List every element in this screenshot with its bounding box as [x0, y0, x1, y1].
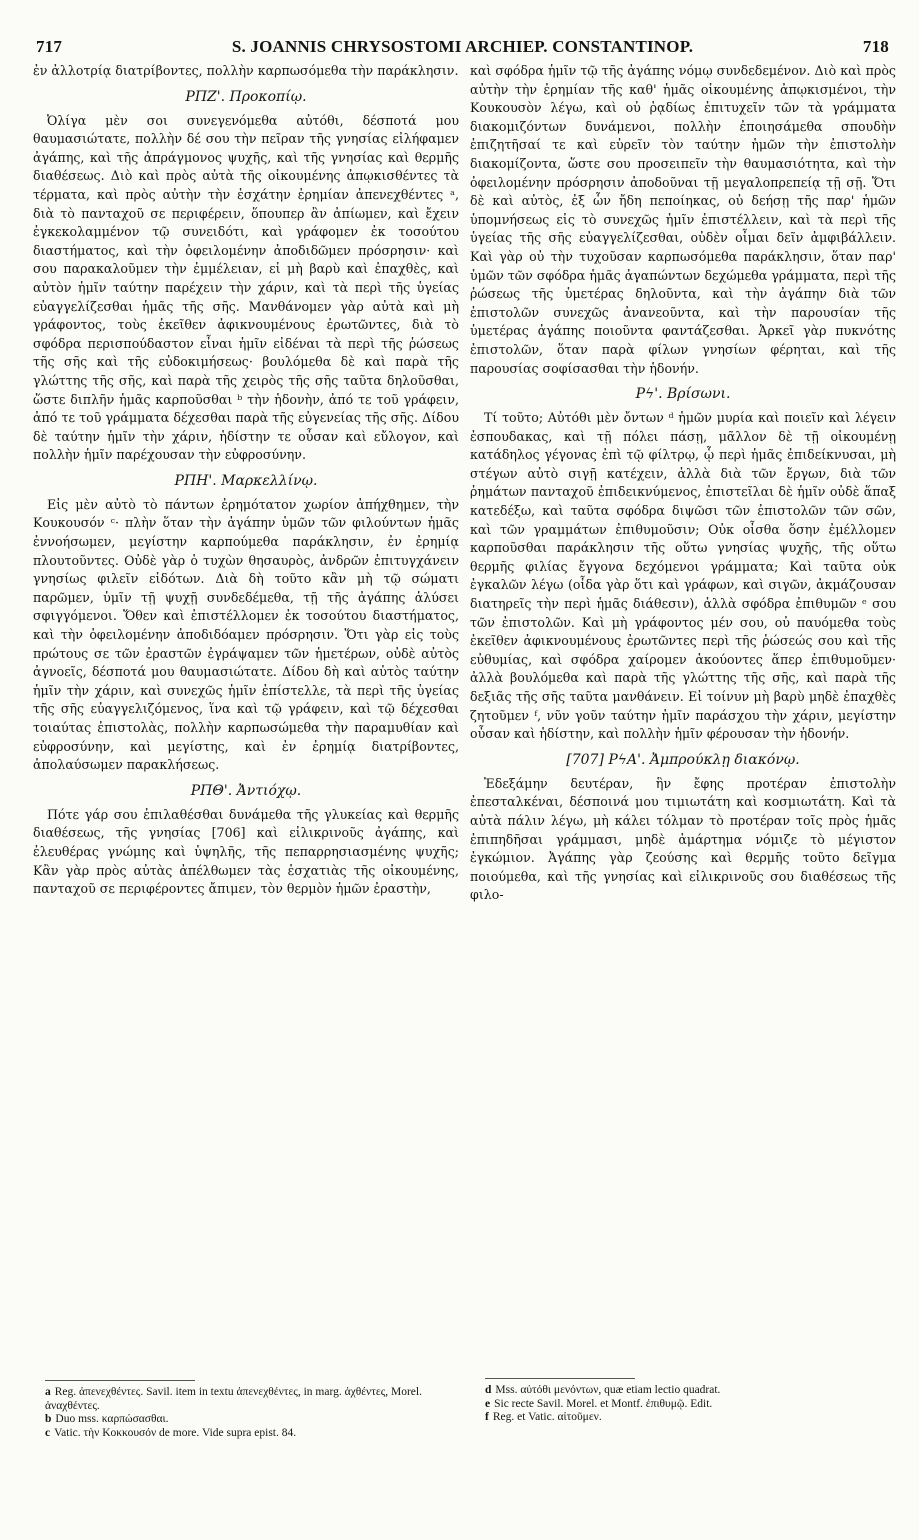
footnote-text: Sic recte Savil. Morel. et Montf. ἐπιθυμῷ. Edit.	[494, 1397, 713, 1410]
text-block: Τί τοῦτο; Αὐτόθι μὲν ὄντων ᵈ ἡμῶν μυρία καὶ ποιεῖν καὶ λέγειν ἐσπουδακας, καὶ τῇ πόλει πάσῃ, μᾶλλον δὲ τῇ οἰκουμένῃ κατάδηλος γέγονας ἐπὶ τῷ φίλτρῳ, ᾧ περὶ ἡμᾶς ἐπιδείκνυσαι, μὴ στέγων αὐτὸ σιγῇ κατέχειν, ἀλλὰ διὰ τῶν ἔργων, διὰ τῶν ῥημάτων πανταχοῦ ἐπιδεικνύμενος, ἐπιστεῖλαι δὲ ἡμῖν οὐδὲ ἅπαξ κατεδέξω, καὶ ταῦτα σφόδρα διψῶσι τῶν ἐπιστολῶν τῶν σῶν, καὶ τῶν γραμμάτων ἐπιθυμοῦσιν; Οὐκ οἶσθα ὅσην ἐμέλλομεν καρποῦσθαι παράκλησιν τῆς οὕτω γνησίας ψυχῆς, τῆς οὕτω θερμῆς φιλίας ἔγγονα δεχόμενοι γράμματα; Καὶ ταῦτα οὐκ ἐγκαλῶν λέγω (οἶδα γὰρ ὅτι καὶ γράφων, καὶ σιγῶν, ἀκμάζουσαν διατηρεῖς τὴν περὶ ἡμᾶς διάθεσιν), ἀλλὰ σφόδρα ἐπιθυμῶν ᵉ σου τῶν ἐπιστολῶν. Καὶ μὴ γράφοντος μέν σου, οὐ παυόμεθα τοὺς ἐκεῖθεν ἀφικνουμένους ἐρωτῶντες περὶ τῆς ῥώσεώς σου καὶ τῆς εὐθυμίας, καὶ σφόδρα χαίρομεν ἀκούοντες ἅπερ ἐπιθυμοῦμεν· ἀλλὰ βουλόμεθα καὶ παρὰ τῆς γλώττης τῆς σῆς, καὶ παρὰ τῆς δεξιᾶς τῆς σῆς ταῦτα μανθάνειν. Εἰ τοίνυν μὴ βαρὺ μηδὲ ἐπαχθὲς ζητοῦμεν ᶠ, νῦν γοῦν ταύτην ἡμῖν παράσχου τὴν χάριν, μεγίστην οὖσαν καὶ ἡδίστην, καὶ πολλὴν ἡμῖν φέρουσαν τὴν ἡδονήν.	[470, 410, 896, 742]
text-block: καὶ σφόδρα ἡμῖν τῷ τῆς ἀγάπης νόμῳ συνδεδεμένον. Διὸ καὶ πρὸς αὐτὴν τὴν ἐρημίαν τῆς καθ' ἡμᾶς οἰκουμένης ἀπῳκισμένοι, τὴν Κουκουσὸν λέγω, καὶ οὐ ῥᾳδίως ἐπιτυχεῖν τῶν τὰ γράμματα διακομιζόντων δυνάμενοι, πολλὴν ἐποιησάμεθα σπουδὴν ἐπιζητῆσαί τε καὶ εὑρεῖν τὸν ταύτην ἡμῶν τὴν ἐπιστολὴν διακομίζοντα, ὥστε σου προσειπεῖν τὴν θαυμασιότητα, καὶ τὴν ὀφειλομένην πρόσρησιν ἀποδοῦναι τῇ μεγαλοπρεπείᾳ τῇ σῇ. Ὅτι δὲ καὶ αὐτὸς, ἐξ ὧν ἤδη πεποίηκας, οὐ δεήσῃ τῆς παρ' ἡμῶν ὑπομνήσεως εἰς τὸ συνεχῶς ἡμῖν ἐπιστέλλειν, καὶ τὰ περὶ τῆς ὑγείας τῆς σῆς εὐαγγελίζεσθαι, οὐδὲν οἶμαι δεῖν ἀμφιβάλλειν. Καὶ γὰρ οὐ τὴν τυχοῦσαν καρπωσόμεθα παράκλησιν, ὅταν παρ' ὑμῶν τῶν σφόδρα ἡμᾶς ἀγαπώντων δεχώμεθα γράμματα, περὶ τῆς ῥώσεως τῆς ὑμετέρας δηλοῦντα, καὶ τὴν ἀγάπην διὰ τῶν ἐπιστολῶν συνεχῶς ἀνανεοῦντα, καὶ τὴν παρουσίαν τῆς ὑμετέρας ἀγάπης ποιοῦντα φαντάζεσθαι. Ἀρκεῖ γὰρ πυκνότης ἐπιστολῶν, ὅταν παρὰ φίλων γνησίων φέρηται, καὶ τῆς παρουσίας σοφίσασθαι τὴν ἡδονήν.	[470, 63, 896, 376]
footnote	[485, 1384, 885, 1398]
footnote	[485, 1411, 885, 1425]
page-number-right: 718	[862, 37, 889, 56]
letter-heading: [707] ΡϟΑ'. Ἀμπρούκλῃ διακόνῳ.	[566, 751, 800, 768]
footnote-mark: a	[45, 1386, 51, 1398]
footnote	[45, 1427, 455, 1441]
footnote-mark: b	[45, 1413, 52, 1425]
text-block: Εἰς μὲν αὐτὸ τὸ πάντων ἐρημότατον χωρίον ἀπήχθημεν, τὴν Κουκουσόν ᶜ· πλὴν ὅταν τὴν ἀγάπην ὑμῶν τῶν φιλούντων ἡμᾶς ἐννοήσωμεν, μεγίστην καρπούμεθα παράκλησιν, ἐν ἐρημίᾳ πλουτοῦντες. Οὐδὲ γὰρ ὁ τυχὼν θησαυρὸς, ἀνδρῶν ἐπιτυγχάνειν γνησίως φιλεῖν εἰδότων. Διὰ δὴ τοῦτο κἂν μὴ τῷ σώματι παρῶμεν, ὑμῖν τῇ ψυχῇ συνδεδέμεθα, τῇ τῆς ἀγάπης ἁλύσει σφιγγόμενοι. Ὅθεν καὶ ἐπιστέλλομεν ἐκ τοσούτου διαστήματος, καὶ τὴν ὀφειλομένην ἀποδιδόαμεν πρόσρησιν. Ὅτι γὰρ εἰς τοὺς πρώτους σε τῶν ἐραστῶν ἐγράψαμεν τῶν ἡμετέρων, οὐδὲ αὐτὸς ἀγνοεῖς, δέσποτά μου θαυμασιώτατε. Δίδου δὴ καὶ αὐτὸς ταύτην ἡμῖν τὴν χάριν, καὶ συνεχῶς ἡμῖν ἐπίστελλε, τὰ περὶ τῆς ὑγείας τῆς σῆς εὐαγγελιζόμενος, ἵνα καὶ τῷ γράφειν, καὶ τῷ δέχεσθαι τοιαύτας ἐπιστολὰς, πολλὴν καρπωσώμεθα τὴν παραμυθίαν καὶ εὐφροσύνην, καὶ μεγίστης, καὶ ἐν ἐρημίᾳ διατρίβοντες, ἀπολαύσωμεν παρακλήσεως.	[33, 496, 459, 773]
letter-heading: ΡΠΖ'. Προκοπίῳ.	[185, 88, 307, 105]
footnote-mark: d	[485, 1384, 492, 1396]
text-block: Ὀλίγα μὲν σοι συνεγενόμεθα αὐτόθι, δέσποτά μου θαυμασιώτατε, πολλὴν δέ σου τὴν πεῖραν τῆς γνησίας εἰλήφαμεν ἀγάπης, καὶ τῆς ἀπράγμονος ψυχῆς, καὶ τῆς γνησίας καὶ θερμῆς διαθέσεως. Διὸ καὶ πρὸς αὐτὰ τῆς οἰκουμένης ἀπῳκισθέντες τὰ τέρματα, καὶ πρὸς αὐτὴν τὴν ἐσχάτην ἐρημίαν ἀπενεχθέντες ᵃ, διὰ τὸ πανταχοῦ σε περιφέρειν, ὅπουπερ ἂν ἀπίωμεν, καὶ ἔχειν ἐγκεκολαμμένον τῷ συνειδότι, καὶ γράφομεν ἐκ τοσούτου διαστήματος, καὶ τὴν ὀφειλομένην ἀποδιδῶμεν πρόσρησιν· καὶ σου παρακαλοῦμεν τὴν ἐμμέλειαν, εἰ μὴ βαρὺ καὶ ἐπαχθὲς, καὶ αὐτὸν ἡμῖν ταύτην παρέχειν τὴν χάριν, καὶ τὰ περὶ τῆς ὑγείας εὐαγγελίζεσθαι ἡμᾶς τῆς σῆς. Μανθάνομεν γὰρ αὐτὰ καὶ μὴ γράφοντος, τοὺς ἐκεῖθεν ἀφικνουμένους ἐρωτῶντες, διὰ τὸ σφόδρα περισπούδαστον εἶναι ἡμῖν εἰδέναι τὰ περὶ τῆς ῥώσεως τῆς σῆς καὶ τῆς εὐδοκιμήσεως· βουλόμεθα δὲ καὶ παρὰ τῆς γλώττης τῆς σῆς, καὶ παρὰ τῆς χειρὸς τῆς σῆς ταῦτα δηλοῦσθαι, ὥστε διπλῆν ἡμᾶς καρποῦσθαι ᵇ τὴν ἡδονὴν, ἀπό τε τοῦ γράφειν, ἀπό τε τοῦ γράμματα δέχεσθαι παρὰ τῆς εὐγενείας τῆς σῆς. Δίδου δὲ ταύτην ἡμῖν τὴν χάριν, ἡδίστην τε οὖσαν καὶ εὔλογον, καὶ πολλὴν ἡμῖν παρέχουσαν τὴν εὐφροσύνην.	[33, 112, 459, 463]
footnotes-left	[45, 1386, 455, 1440]
footnote	[485, 1398, 885, 1412]
footnote-mark: e	[485, 1397, 491, 1410]
footnote	[45, 1413, 455, 1427]
footnote-rule	[485, 1378, 635, 1379]
text-block: Ἐδεξάμην δευτέραν, ἣν ἔφης προτέραν ἐπιστολὴν ἐπεσταλκέναι, δέσποινά μου τιμιωτάτη καὶ κοσμιωτάτη. Καὶ τὰ αὐτὰ πάλιν λέγω, μὴ κάλει τόλμαν τὸ προτέραν τοῖς πρὸς ἡμᾶς ἐπιπηδῆσαι γράμμασι, μηδὲ ἁμάρτημα νόμιζε τὸ μέγιστον ἐγκώμιον. Ἀγάπης γὰρ ζεούσης καὶ θερμῆς τοῦτο δεῖγμα ποιούμεθα, καὶ τῆς γνησίας καὶ εἰλικρινοῦς σου διαθέσεως τῆς φιλο-	[470, 775, 896, 903]
running-title: S. JOANNIS CHRYSOSTOMI ARCHIEP. CONSTANTINOP.	[231, 37, 694, 56]
footnote-text: Vatic. τὴν Κοκκουσόν de more. Vide supra epist. 84.	[54, 1426, 297, 1439]
right-column	[470, 62, 896, 905]
letter-heading: Ρϟ'. Βρίσωνι.	[635, 386, 731, 403]
footnote-rule	[45, 1380, 195, 1381]
text-block: Πότε γάρ σου ἐπιλαθέσθαι δυνάμεθα τῆς γλυκείας καὶ θερμῆς διαθέσεως, τῆς γνησίας [706] καὶ εἰλικρινοῦς ἀγάπης, καὶ ἐλευθέρας γνώμης καὶ ὑψηλῆς, τῆς πεπαρρησιασμένης ψυχῆς; Κἂν γὰρ πρὸς αὐτὰς ἀπέλθωμεν τὰς ἐσχατιὰς τῆς οἰκουμένης, πανταχοῦ σε περιφέροντες ἄπιμεν, τὸν θερμὸν ἡμῶν ἐραστὴν,	[33, 806, 459, 897]
page-header	[36, 37, 889, 61]
footnote-mark: f	[485, 1411, 489, 1423]
footnotes-right	[485, 1384, 885, 1425]
letter-heading: ΡΠΗ'. Μαρκελλίνῳ.	[174, 472, 318, 489]
footnote-text: Mss. αὐτόθι μενόντων, quæ etiam lectio quadrat.	[495, 1384, 721, 1396]
footnote-mark: c	[45, 1426, 51, 1439]
left-column	[33, 62, 459, 899]
footnote-text: Reg. et Vatic. αἰτοῦμεν.	[492, 1411, 602, 1423]
page-number-left: 717	[36, 37, 63, 56]
letter-heading: ΡΠΘ'. Ἀντιόχῳ.	[190, 782, 302, 799]
footnote-text: Duo mss. καρπώσασθαι.	[55, 1413, 169, 1425]
text-block: ἐν ἀλλοτρίᾳ διατρίβοντες, πολλὴν καρπωσόμεθα τὴν παράκλησιν.	[33, 63, 459, 78]
footnote-text: Reg. ἀπενεχθέντες. Savil. item in textu ἀπενεχθέντες, in marg. ἀχθέντες, Morel. ἀναχθέντες.	[45, 1386, 422, 1412]
footnote	[45, 1386, 455, 1413]
